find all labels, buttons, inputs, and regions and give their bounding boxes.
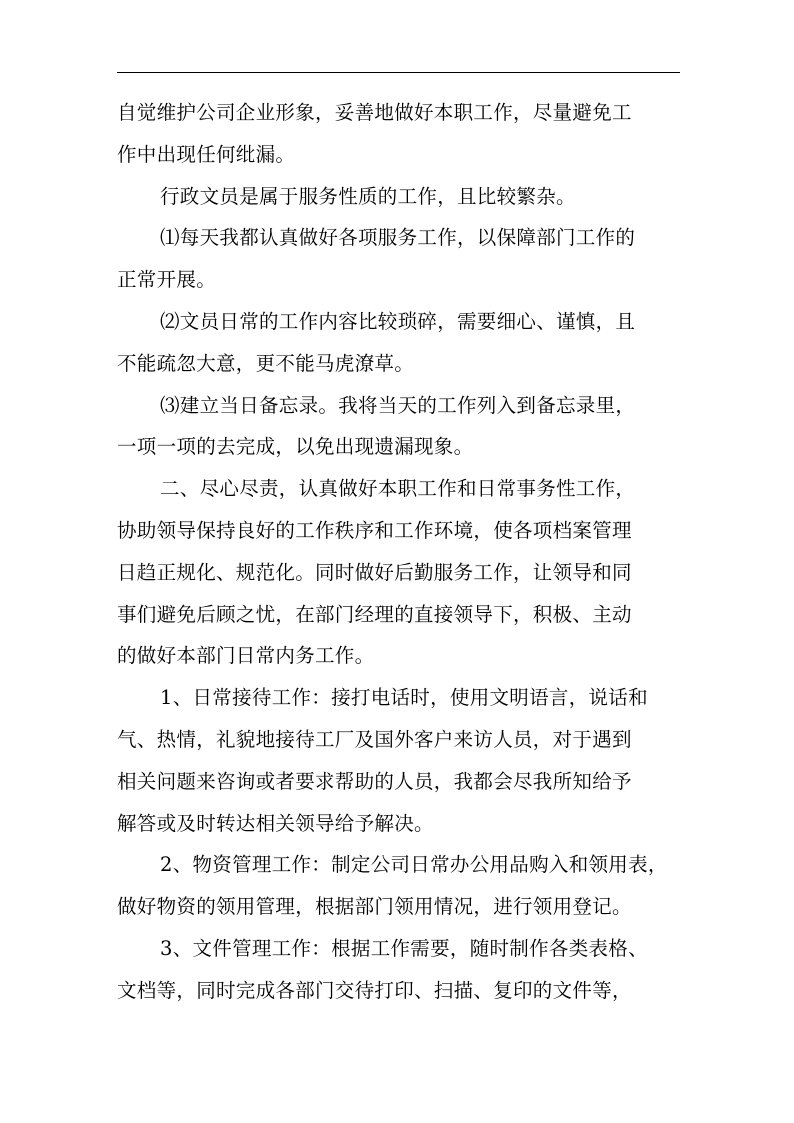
text-line: 的做好本部门日常内务工作。 — [117, 644, 375, 668]
text-line: 自觉维护公司企业形象，妥善地做好本职工作，尽量避免工 — [117, 101, 632, 124]
text-line: 协助领导保持良好的工作秩序和工作环境，使各项档案管理 — [117, 518, 632, 542]
text-line: 二、尽心尽责，认真做好本职工作和日常事务性工作， — [160, 477, 636, 501]
text-line: 3、文件管理工作：根据工作需要，随时制作各类表格、 — [160, 936, 648, 960]
text-line: 2、物资管理工作：制定公司日常办公用品购入和领用表， — [160, 853, 668, 877]
text-line: 日趋正规化、规范化。同时做好后勤服务工作，让领导和同 — [117, 560, 632, 584]
text-line: 1、日常接待工作：接打电话时，使用文明语言，说话和 — [160, 686, 648, 710]
header-rule — [117, 72, 680, 73]
text-line: 气、热情，礼貌地接待工厂及国外客户来访人员，对于遇到 — [117, 727, 632, 751]
text-line: 正常开展。 — [117, 268, 217, 292]
text-line: 不能疏忽大意，更不能马虎潦草。 — [117, 351, 415, 375]
text-line: ⑴每天我都认真做好各项服务工作，以保障部门工作的 — [160, 226, 636, 250]
text-line: 行政文员是属于服务性质的工作，且比较繁杂。 — [160, 184, 576, 208]
document-body — [117, 92, 683, 1012]
text-line: 解答或及时转达相关领导给予解决。 — [117, 811, 434, 835]
text-line: ⑵文员日常的工作内容比较琐碎，需要细心、谨慎，且 — [160, 309, 636, 333]
text-line: 文档等，同时完成各部门交待打印、扫描、复印的文件等， — [117, 978, 632, 1002]
text-line: 一项一项的去完成，以免出现遗漏现象。 — [117, 435, 474, 459]
text-line: 作中出现任何纰漏。 — [117, 142, 296, 166]
text-line: 相关问题来咨询或者要求帮助的人员，我都会尽我所知给予 — [117, 769, 632, 793]
text-line: 事们避免后顾之忧，在部门经理的直接领导下，积极、主动 — [117, 602, 632, 626]
text-line: 做好物资的领用管理，根据部门领用情况，进行领用登记。 — [117, 895, 632, 919]
text-line: ⑶建立当日备忘录。我将当天的工作列入到备忘录里， — [160, 393, 636, 417]
